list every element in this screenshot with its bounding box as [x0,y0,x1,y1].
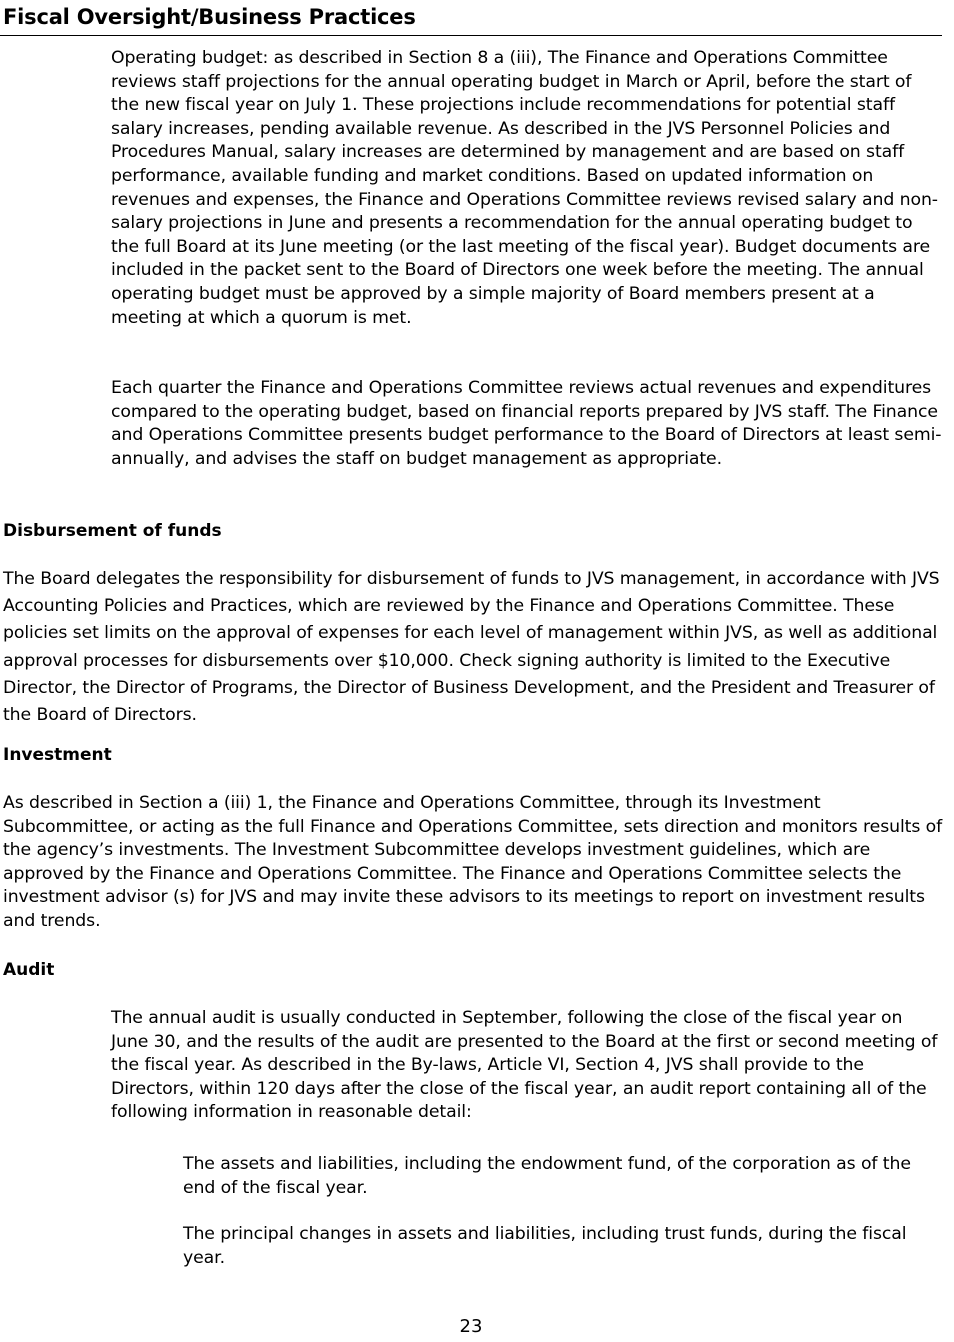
operating-budget-paragraph-2: Each quarter the Finance and Operations Committee reviews actual revenues and expenditures compared to the operating budget, based on financial reports prepared by JVS staff. The Finance and Operations Committee presents budget performance to the Board of Directors at least semi-annually, and advises the staff on budget management as appropriate. [111,378,942,469]
operating-budget-paragraph-1: Operating budget: as described in Section 8 a (iii), The Finance and Operations Committee reviews staff projections for the annual operating budget in March or April, before the start of the new fiscal year on July 1. These projections include recommendations for potential staff salary increases, pending available revenue. As described in the JVS Personnel Policies and Procedures Manual, salary increases are determined by management and are based on staff performance, available funding and market conditions. Based on updated information on revenues and expenses, the Finance and Operations Committee reviews revised salary and non-salary projections in June and presents a recommendation for the annual operating budget to the full Board at its June meeting (or the last meeting of the fiscal year). Budget documents are included in the packet sent to the Board of Directors one week before the meeting. The annual operating budget must be approved by a simple majority of Board members present at a meeting at which a quorum is met. [111,48,938,328]
audit-item-principal-changes: The principal changes in assets and liabilities, including trust funds, during the fiscal year. [183,1224,907,1268]
audit-item-assets: The assets and liabilities, including the endowment fund, of the corporation as of the end of the fiscal year. [183,1154,911,1198]
page-title: Fiscal Oversight/Business Practices [3,5,416,29]
disbursement-heading: Disbursement of funds [3,521,222,541]
page-number: 23 [459,1316,483,1337]
investment-heading: Investment [3,745,112,765]
page-header [0,4,942,36]
disbursement-paragraph: The Board delegates the responsibility for disbursement of funds to JVS management, in accordance with JVS Accounting Policies and Practices, which are reviewed by the Finance and Operations Committee. These policies set limits on the approval of expenses for each level of management within JVS, as well as additional approval processes for disbursements over $10,000. Check signing authority is limited to the Executive Director, the Director of Programs, the Director of Business Development, and the President and Treasurer of the Board of Directors. [3,569,940,726]
audit-paragraph: The annual audit is usually conducted in September, following the close of the fiscal year on June 30, and the results of the audit are presented to the Board at the first or second meeting of the fiscal year. As described in the By-laws, Article VI, Section 4, JVS shall provide to the Directors, within 120 days after the close of the fiscal year, an audit report containing all of the following information in reasonable detail: [111,1008,938,1123]
investment-paragraph: As described in Section a (iii) 1, the Finance and Operations Committee, through its Investment Subcommittee, or acting as the full Finance and Operations Committee, sets direction and monitors results of the agency’s investments. The Investment Subcommittee develops investment guidelines, which are approved by the Finance and Operations Committee. The Finance and Operations Committee selects the investment advisor (s) for JVS and may invite these advisors to its meetings to report on investment results and trends. [3,793,943,931]
audit-heading: Audit [3,960,55,980]
